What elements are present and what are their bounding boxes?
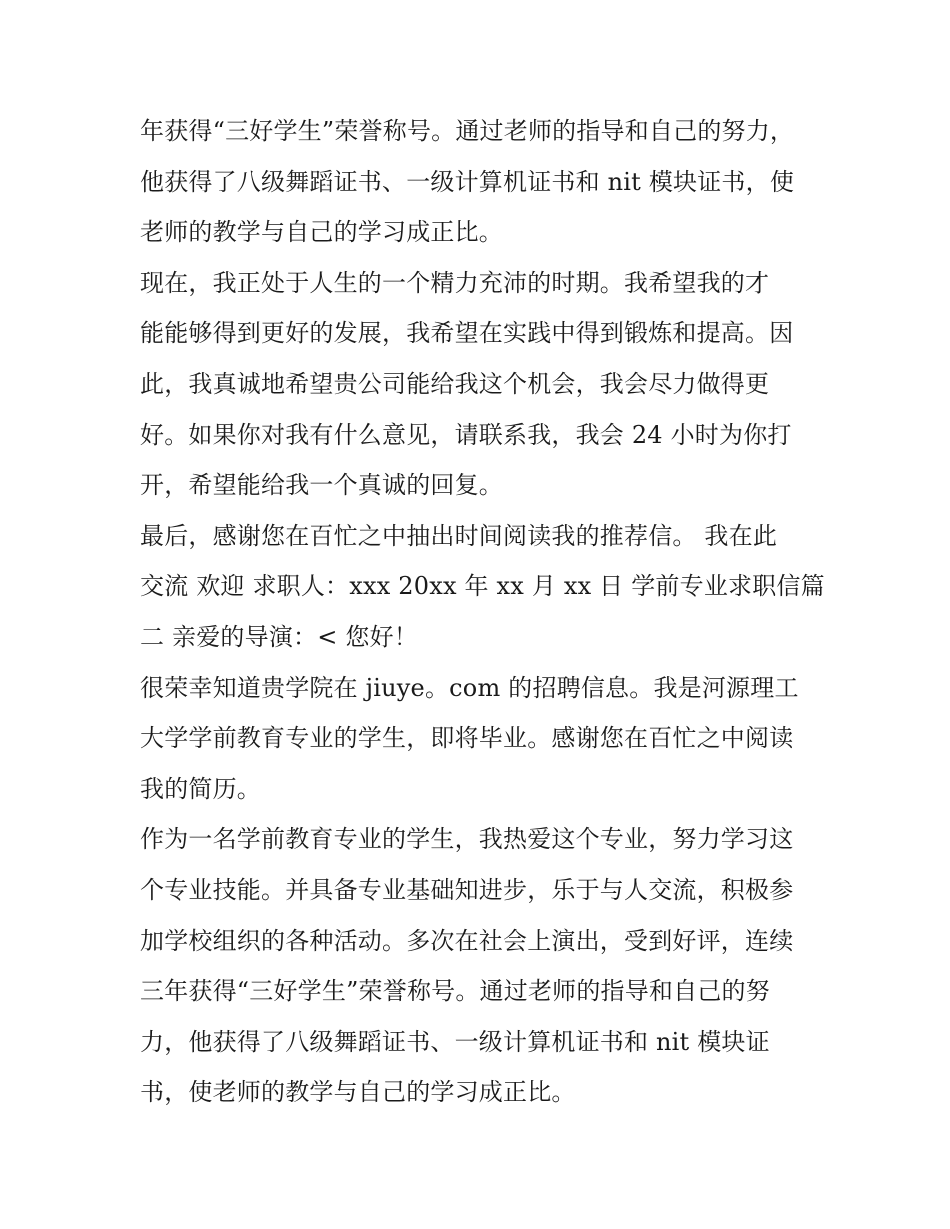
- text-line: 能能够得到更好的发展，我希望在实践中得到锻炼和提高。因: [140, 319, 794, 348]
- document-body: [140, 106, 825, 1118]
- text-line: 老师的教学与自己的学习成正比。: [140, 218, 503, 247]
- text-line: 此，我真诚地希望贵公司能给我这个机会，我会尽力做得更: [140, 369, 770, 398]
- text-line: 书，使老师的教学与自己的学习成正比。: [140, 1078, 576, 1107]
- text-line: 很荣幸知道贵学院在 jiuye。com 的招聘信息。我是河源理工: [140, 673, 799, 702]
- text-line: 现在，我正处于人生的一个精力充沛的时期。我希望我的才: [140, 268, 770, 297]
- text-line: 他获得了八级舞蹈证书、一级计算机证书和 nit 模块证书，使: [140, 167, 795, 196]
- text-line: 最后，感谢您在百忙之中抽出时间阅读我的推荐信。 我在此: [140, 521, 778, 550]
- text-line: 我的简历。: [140, 774, 261, 803]
- text-line: 作为一名学前教育专业的学生，我热爱这个专业，努力学习这: [140, 825, 794, 854]
- text-line: 个专业技能。并具备专业基础知进步，乐于与人交流，积极参: [140, 875, 794, 904]
- text-line: 交流 欢迎 求职人：xxx 20xx 年 xx 月 xx 日 学前专业求职信篇: [140, 572, 825, 601]
- text-line: 年获得“三好学生”荣誉称号。通过老师的指导和自己的努力，: [140, 117, 795, 145]
- text-line: 大学学前教育专业的学生，即将毕业。感谢您在百忙之中阅读: [140, 724, 794, 753]
- text-line: 加学校组织的各种活动。多次在社会上演出，受到好评，连续: [140, 926, 794, 955]
- text-line: 三年获得“三好学生”荣誉称号。通过老师的指导和自己的努: [140, 977, 770, 1006]
- text-line: 好。如果你对我有什么意见，请联系我，我会 24 小时为你打: [140, 420, 792, 449]
- text-line: 开，希望能给我一个真诚的回复。: [140, 471, 503, 500]
- text-line: 二 亲爱的导演：< 您好！: [140, 622, 418, 651]
- text-line: 力，他获得了八级舞蹈证书、一级计算机证书和 nit 模块证: [140, 1027, 770, 1056]
